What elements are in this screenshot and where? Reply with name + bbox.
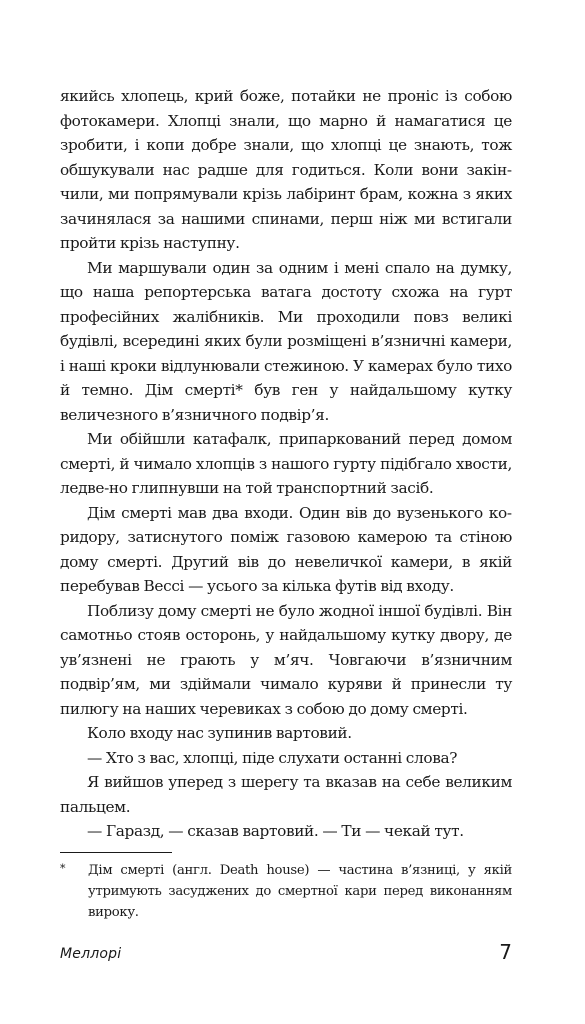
footnote-divider xyxy=(60,852,172,853)
page-number: 7 xyxy=(499,940,512,964)
paragraph: Ми маршували один за одним і мені спало на думку, що наша репортерська ватага достоту схожа на гурт професійних жалібників. Ми проходили повз великі будівлі, всередині яких були розміщені в’язничні камери, і наші кроки відлунювали стежиною. У камерах було тихо й темно. Дім смерті* був ген у найдальшому кутку величезного в’язничного подвір’я. xyxy=(60,258,512,424)
paragraph: Поблизу дому смерті не було жодної іншої будівлі. Він самотньо стояв осторонь, у найдальшому кутку двору, де ув’язнені не грають у м’яч. Човгаючи в’язничним подвір’ям, ми здіймали чимало куряви й принесли ту пилюгу на наших черевиках з собою до дому смерті. xyxy=(60,601,512,718)
paragraph: — Хто з вас, хлопці, піде слухати останні слова? xyxy=(87,748,458,767)
footnote-marker: * xyxy=(60,862,66,875)
book-title: Меллорі xyxy=(60,946,122,962)
paragraph: — Гаразд, — сказав вартовий. — Ти — чекай тут. xyxy=(87,822,464,840)
paragraph: Коло входу нас зупинив вартовий. xyxy=(87,724,352,742)
paragraph: Ми обійшли катафалк, припаркований перед домом смерті, й чимало хлопців з нашого гурту підібгало хвости, ледве-но глипнувши на той транспортний засіб. xyxy=(60,430,512,497)
paragraph: Я вийшов уперед з шерегу та вказав на себе великим пальцем. xyxy=(60,773,512,816)
page-text-block xyxy=(60,84,512,844)
body-text xyxy=(60,84,512,844)
paragraph: якийсь хлопець, крий боже, потайки не проніс із собою фотокамери. Хлопці знали, що марно й намагатися це зробити, і копи добре знали, що хлопці це знають, тож обшукували нас радше для годиться. Коли вони закінчили, ми попрямували крізь лабіринт брам, кожна з яких зачинялася за нашими спинами, перш ніж ми встигали пройти крізь наступну. xyxy=(60,87,512,252)
paragraph: Дім смерті мав два входи. Один вів до вузенького коридору, затиснутого поміж газовою камерою та стіною дому смерті. Другий вів до невеличкої камери, в якій перебував Вессі — усього за кілька футів від входу. xyxy=(60,503,512,595)
footnote-text: Дім смерті (англ. Death house) — частина в’язниці, у якій утримують засуджених до смертної кари перед виконанням вироку. xyxy=(88,863,512,920)
footnote xyxy=(60,860,512,923)
running-footer xyxy=(60,940,512,970)
